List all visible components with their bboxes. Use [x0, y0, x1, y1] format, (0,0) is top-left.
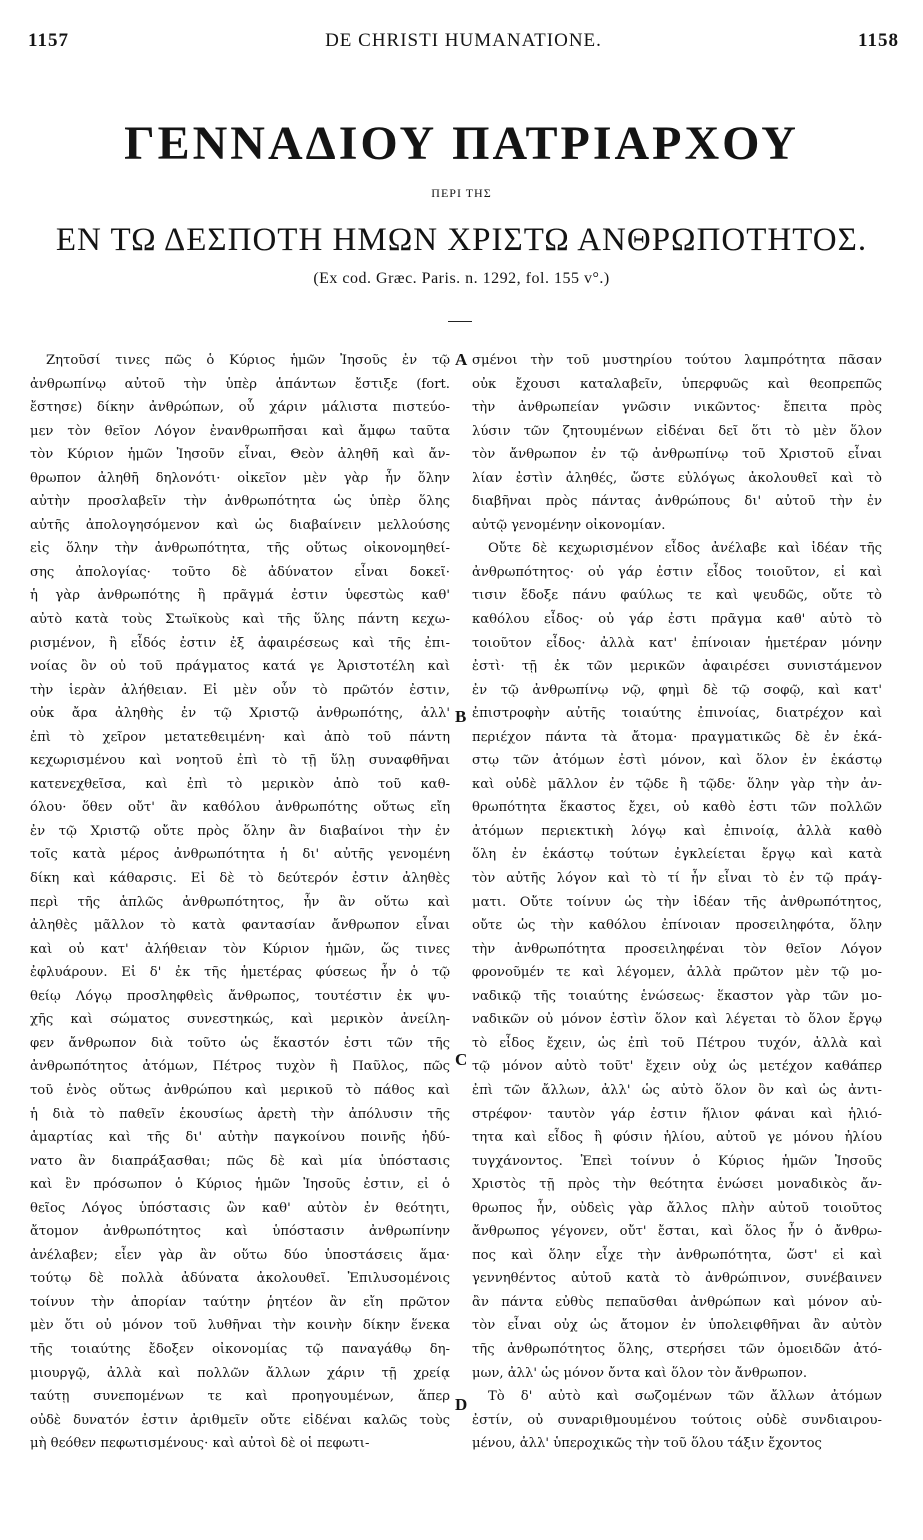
right-page-number: 1158 [858, 30, 899, 51]
margin-marker-d: D [455, 1395, 468, 1414]
text-line: καὶ ἓν πρόσωπον ὁ Κύριος ἡμῶν Ἰησοῦς ἐστιν, εἰ ὁ [30, 1177, 450, 1193]
text-line: ἐν τῷ Χριστῷ οὔτε πρὸς ὅλην ἂν διαβαίνοι τὴν ἐν [30, 823, 450, 839]
text-line: ἡ γὰρ ἀνθρωπότης ἢ πρᾶγμά ἐστιν ὑφεστὼς καθ' [30, 588, 450, 604]
text-line: ματι. Οὔτε τοίνυν ὡς τὴν ἰδέαν τῆς ἀνθρωπότητος, [472, 894, 882, 910]
text-line: μων, ἀλλ' ὡς μόνον ὄντα καὶ ὅλον τὸν ἄνθρωπον. [472, 1365, 808, 1381]
text-line: καὶ οὐδὲ μᾶλλον ἐν τῷδε ἢ τῷδε· ὅλην γὰρ τὴν ἀν- [472, 776, 882, 792]
text-line: τοιοῦτον εἶδος· ἀλλὰ κατ' ἐπίνοιαν ἡμετέραν μόνην [472, 635, 882, 651]
text-line: τὴν ἱερὰν ἀλήθειαν. Εἰ μὲν οὖν τὸ πρῶτόν ἐστιν, [30, 682, 450, 698]
text-line: μὲν ὅτι οὐ μόνον τοῦ λυθῆναι τὴν κοινὴν δίκην ἕνεκα [30, 1318, 450, 1334]
text-line: λίαν ἐστὶν ἀληθές, ὥστε εὐλόγως ἀκολουθεῖ καὶ τὸ [472, 470, 882, 486]
text-line: φεν ἄνθρωπον διὰ τοῦτο ὡς ἕκαστόν ἐστι τῶν τῆς [30, 1035, 450, 1051]
text-line: φρονοῦμέν τε καὶ λέγομεν, ἀλλὰ πρῶτον μὲν τῷ μο- [472, 965, 882, 981]
margin-marker-c: C [455, 1050, 468, 1069]
text-line: ναδικῶν οὐ μόνον ἐστὶν ὅλον καὶ λέγεται τὸ ὅλον ἔργῳ [472, 1012, 882, 1028]
document-subtitle: ΕΝ ΤΩ ΔΕΣΠΟΤΗ ΗΜΩΝ ΧΡΙΣΤΩ ΑΝΘΡΩΠΟΤΗΤΟΣ. [55, 222, 868, 258]
text-line: καθόλου εἶδος· οὐ γάρ ἐστι πρᾶγμα καθ' αὑτὸ τὸ [472, 612, 882, 628]
text-line: ἀνθρωπότητος· οὐ γάρ ἐστιν εἶδος τοιοῦτον, εἰ καὶ [472, 564, 882, 580]
running-title: DE CHRISTI HUMANATIONE. [325, 30, 602, 51]
text-line: ἀληθὲς μᾶλλον τὸ κατὰ φαντασίαν ἄνθρωπον εἶναι [30, 918, 450, 934]
text-line: θρωπος ἦν, οὐδεὶς γὰρ ἄλλος πλὴν αὐτοῦ τοιοῦτος [472, 1200, 882, 1216]
text-line: τὸν ἄνθρωπον ἐν τῷ ἀνθρωπίνῳ τοῦ Χριστοῦ εἶναι [472, 447, 882, 463]
text-line: τὸν εἶναι οὐχ ὡς ἄτομον ἐν ὑπολειφθῆναι ἂν αὐτὸν [472, 1318, 882, 1334]
text-line: σης ἀπολογίας· τοῦτο δὲ ἀδύνατον εἶναι δοκεῖ· [30, 564, 450, 580]
text-line: μιουργῷ, ἀλλὰ καὶ πολλῶν ἄλλων χάριν τῇ χρείᾳ [30, 1365, 450, 1381]
text-line: αὐτῷ γενομένην οἰκονομίαν. [472, 517, 666, 533]
text-line: στρέφον· ταυτὸν γάρ ἐστιν ἥλιον φάναι καὶ ἡλιό- [472, 1106, 882, 1122]
text-line: τούτῳ δὲ πολλὰ ἀδύνατα ἀκολουθεῖ. Ἐπιλυσομένοις [30, 1271, 450, 1287]
text-line: ἐστὶ· τῇ ἐκ τῶν μερικῶν ἀφαιρέσει συνιστάμενον [472, 659, 882, 675]
text-line: μεν τὸν θεῖον Λόγον ἐνανθρωπῆσαι καὶ ἄμφω ταῦτα [30, 423, 450, 439]
text-line: Τὸ δ' αὐτὸ καὶ σωζομένων τῶν ἄλλων ἀτόμων [488, 1389, 882, 1405]
text-line: καὶ οὐ κατ' ἀλήθειαν τὸν Κύριον ἡμῶν, ὥς τινες [30, 941, 450, 957]
text-line: τῷ μόνον αὐτὸ τοῦτ' ἔχειν οὐχ ὡς μετέχον καθάπερ [472, 1059, 882, 1075]
running-header [28, 30, 899, 58]
text-line: αὐτῆς ἀπολογησόμενον καὶ ὡς διαβαίνειν μελλούσης [30, 517, 450, 533]
text-line: τοῦ ἑνὸς οὕτως ἀνθρώπου καὶ μερικοῦ τὸ πάθος καὶ [30, 1082, 450, 1098]
text-line: τὸν αὐτῆς λόγον καὶ τὸ τί ἦν εἶναι τὸ ἐν τῷ πράγ- [472, 871, 882, 887]
text-line: ἀνέλαβεν; εἶεν γὰρ ἂν οὕτω δύο ὑποστάσεις ἅμα· [30, 1247, 450, 1263]
text-line: Ζητοῦσί τινες πῶς ὁ Κύριος ἡμῶν Ἰησοῦς ἐν τῷ [46, 353, 450, 368]
text-line: όλου· ὅθεν οὔτ' ἂν καθόλου ἀνθρωπότης οὕτως εἴη [30, 800, 450, 816]
text-line: ἀνθρωπότητος ἀτόμων, Πέτρος τυχὸν ἢ Παῦλος, πῶς [30, 1059, 450, 1075]
text-line: ἐπὶ τῶν ἄλλων, ἀλλ' ὡς αὐτὸ ὅλον ὂν καὶ ὡς ἀντι- [472, 1082, 882, 1098]
margin-marker-b: B [455, 707, 467, 726]
text-line: τισιν ἔδοξε πάνυ φαύλως τε καὶ ψευδῶς, οὔτε τὸ [472, 588, 882, 604]
text-line: τῆς ἀνθρωπότητος ὅλης, στερήσει τῶν ὁμοειδῶν ἀτό- [472, 1341, 882, 1357]
text-line: αὐτὴν προσλαβεῖν τὴν ἀνθρωπότητα ὡς ὑπὲρ ὅλης [30, 494, 450, 510]
text-line: οὐδὲ δυνατόν ἐστιν ἀριθμεῖν οὔτε εἰδέναι καλῶς τοὺς [30, 1412, 450, 1428]
text-line: ἀτόμων περιεκτικὴ λόγῳ καὶ ἐπινοίᾳ, ἀλλὰ καθὸ [472, 823, 882, 839]
left-page-number: 1157 [28, 30, 69, 51]
text-line: ἐν τῷ ἀνθρωπίνῳ νῷ, φημὶ δὲ τῷ σοφῷ, καὶ κατ' [472, 682, 882, 698]
text-line: ἄτομον ἀνθρωπότητος καὶ ὑπόστασιν ἀνθρωπίνην [30, 1224, 450, 1240]
text-line: ἔστησε) δίκην ἀνθρώπων, οὗ χάριν μάλιστα πιστεύο- [30, 400, 450, 416]
text-line: Χριστὸς τῇ πρὸς τὴν θεότητα ἑνώσει μοναδικὸς ἄν- [472, 1177, 882, 1193]
text-line: ἀνθρωπίνῳ αὐτοῦ τὴν ὑπὲρ ἁπάντων ἔστιξε (fort. [30, 376, 450, 392]
text-line: νατο ἂν διαπράξασθαι; πῶς δὲ καὶ μία ὑπόστασις [30, 1153, 450, 1169]
text-line: οὐκ ἔχουσι καταλαβεῖν, ὑπερφυῶς καὶ θεοπρεπῶς [472, 376, 882, 392]
text-line: μὴ θεόθεν πεφωτισμένους· καὶ αὐτοὶ δὲ οἱ πεφωτι- [30, 1436, 370, 1452]
right-text-column [472, 349, 882, 1456]
text-line: στῳ τῶν ἀτόμων ἐστὶ μόνον, καὶ ὅλον ἐν ἑκάστῳ [472, 753, 882, 769]
text-line: ναδικῷ τῆς τοιαύτης ἑνώσεως· ἕκαστον γὰρ τῶν μο- [472, 988, 882, 1004]
text-line: θεῖος Λόγος ὑπόστασις ὢν καθ' αὐτὸν ἐν θεότητι, [30, 1200, 450, 1216]
text-line: γεννηθέντος αὐτοῦ κατὰ τὸ ἀνθρώπινον, συνέβαινεν [472, 1271, 882, 1287]
text-line: ἐφλυάρουν. Εἰ δ' ἐκ τῆς ἡμετέρας φύσεως ἦν ὁ τῷ [30, 965, 450, 981]
text-line: τὴν ἀνθρωπείαν γνῶσιν νικῶντος· ἔπειτα πρὸς [472, 400, 882, 416]
text-line: τοῖς κατὰ μέρος ἀνθρωπότητα ἡ δι' αὐτῆς γενομένη [30, 847, 450, 863]
text-line: τὸ εἶδος ἔχειν, ὡς ἐπὶ τοῦ Πέτρου τυχόν, ἀλλὰ καὶ [472, 1035, 882, 1051]
text-line: πος καὶ ὅλην εἶχε τὴν ἀνθρωπότητα, ὥστ' εἰ καὶ [472, 1247, 882, 1263]
text-line: Οὔτε δὲ κεχωρισμένον εἶδος ἀνέλαβε καὶ ἰδέαν τῆς [488, 541, 882, 557]
text-line: διαβῆναι πρὸς πάντας ἀνθρώπους δι' αὐτοῦ τὴν ἐν [472, 494, 882, 510]
margin-marker-a: A [455, 350, 468, 369]
title-rule [448, 321, 472, 322]
text-line: τητα καὶ εἶδος ἢ φύσιν ἡλίου, αὐτοῦ γε μόνου ἡλίου [472, 1130, 882, 1146]
text-line: ἐπὶ τὸ χεῖρον μετατεθειμένη· καὶ ἀπὸ τοῦ πάντη [30, 729, 450, 745]
text-line: τυγχάνοντος. Ἐπεὶ τοίνυν ὁ Κύριος ἡμῶν Ἰησοῦς [472, 1153, 882, 1169]
text-line: ἡ διὰ τὸ παθεῖν ἑκουσίως ἀρετὴ τὴν ἀπόλυσιν τῆς [30, 1106, 450, 1122]
text-line: κατενεχθεῖσα, καὶ ἐπὶ τὸ μερικὸν ἀπὸ τοῦ καθ- [30, 776, 450, 792]
text-line: τῆς τοιαύτης ἔδοξεν οἰκονομίας τῷ παναγάθῳ δη- [30, 1341, 450, 1357]
text-line: δίκη καὶ κάθαρσις. Εἰ δὲ τὸ δεύτερόν ἐστιν ἀληθὲς [30, 871, 450, 887]
text-line: κεχωρισμένου καὶ νοητοῦ ἐπὶ τὸ τῇ ὕλῃ συναφθῆναι [30, 753, 450, 769]
text-line: τὸν Κύριον ἡμῶν Ἰησοῦν εἶναι, Θεὸν ἀληθῆ καὶ ἄν- [30, 447, 450, 463]
text-line: σμένοι τὴν τοῦ μυστηρίου τούτου λαμπρότητα πᾶσαν [472, 353, 882, 368]
text-line: ἂν πάντα εὐθὺς πεπαῦσθαι ἀνθρώπων καὶ μόνον αὐ- [472, 1294, 882, 1310]
text-line: περιέχον πάντα τὰ ἄτομα· πραγματικῶς δὲ ἐν ἑκά- [472, 729, 882, 745]
left-text-column [30, 349, 450, 1456]
text-line: εἰς ὅλην τὴν ἀνθρωπότητα, τῆς οὕτως οἰκονομηθεί- [30, 541, 450, 557]
text-line: ἁμαρτίας καὶ τῆς δι' αὐτὴν παγκοίνου ποινῆς ἠδύ- [30, 1130, 450, 1146]
text-line: περὶ τῆς ἁπλῶς ἀνθρωπότητος, ἦν ἂν οὕτω καὶ [30, 894, 450, 910]
text-line: χῆς καὶ σώματος συνεστηκώς, καὶ μερικὸν ἀνείλη- [30, 1012, 450, 1028]
text-line: λύσιν τῶν ζητουμένων εἰδέναι δεῖ ὅτι τὸ μὲν ὅλον [472, 423, 882, 439]
text-line: ἐπιστροφὴν αὐτῆς τοιαύτης ἐπινοίας, διατρέχον καὶ [472, 706, 882, 722]
text-line: ὅλη ἐν ἑκάστῳ τούτων ἐγκλείεται ἔργῳ καὶ κατὰ [472, 847, 882, 863]
text-line: τὴν ἀνθρωπότητα προσειληφέναι τὸν θεῖον Λόγον [472, 941, 882, 957]
text-line: θρωπον ἀληθῆ δηλονότι· οἰκεῖον μὲν γὰρ ἦν ὅλην [30, 470, 450, 486]
text-line: θρωπότητα ἕκαστος ἔχει, οὐ καθὸ ἐστι τῶν πολλῶν [472, 800, 882, 816]
text-line: οὔτε ὡς τὴν καθόλου ἐπίνοιαν προσειληφότα, ὅλην [472, 918, 882, 934]
document-title: ΓΕΝΝΑΔΙΟΥ ΠΑΤΡΙΑΡΧΟΥ [124, 117, 799, 170]
subtitle-peri: ΠΕΡΙ ΤΗΣ [431, 186, 492, 200]
text-line: ἐστίν, οὐ συναριθμουμένου τούτοις οὐδὲ συνδιαιρου- [472, 1412, 882, 1428]
text-line: ρισμένον, ἢ εἶδός ἐστιν ἐξ ἀφαιρέσεως καὶ τῆς ἐπι- [30, 635, 450, 651]
text-line: αὐτὸ κατὰ τοὺς Στωϊκοὺς καὶ τῆς ὕλης πάντη κεχω- [30, 612, 450, 628]
text-line: οὐκ ἄρα ἀληθὴς ἐν τῷ Χριστῷ ἀνθρωπότης, ἀλλ' [30, 706, 450, 722]
text-line: ἄνθρωπος γέγονεν, οὔτ' ἔσται, καὶ ὅλος ἦν ὁ ἄνθρω- [472, 1224, 882, 1240]
text-line: θείῳ Λόγῳ προσληφθεὶς ἄνθρωπος, τουτέστιν ἐκ ψυ- [30, 988, 450, 1004]
text-line: μένου, ἀλλ' ὑπεροχικῶς τὴν τοῦ ὅλου τάξιν ἔχοντος [472, 1436, 822, 1452]
text-line: ταύτῃ συνεπομένων τε καὶ προηγουμένων, ἅπερ [30, 1389, 450, 1405]
text-line: νοίας ὂν οὐ τοῦ πράγματος κατά γε Ἀριστοτέλη καὶ [30, 659, 450, 675]
text-line: τοίνυν τὴν ἀπορίαν ταύτην ῥητέον ἂν εἴη πρῶτον [30, 1294, 450, 1310]
source-note: (Ex cod. Græc. Paris. n. 1292, fol. 155 v°.) [313, 270, 610, 287]
